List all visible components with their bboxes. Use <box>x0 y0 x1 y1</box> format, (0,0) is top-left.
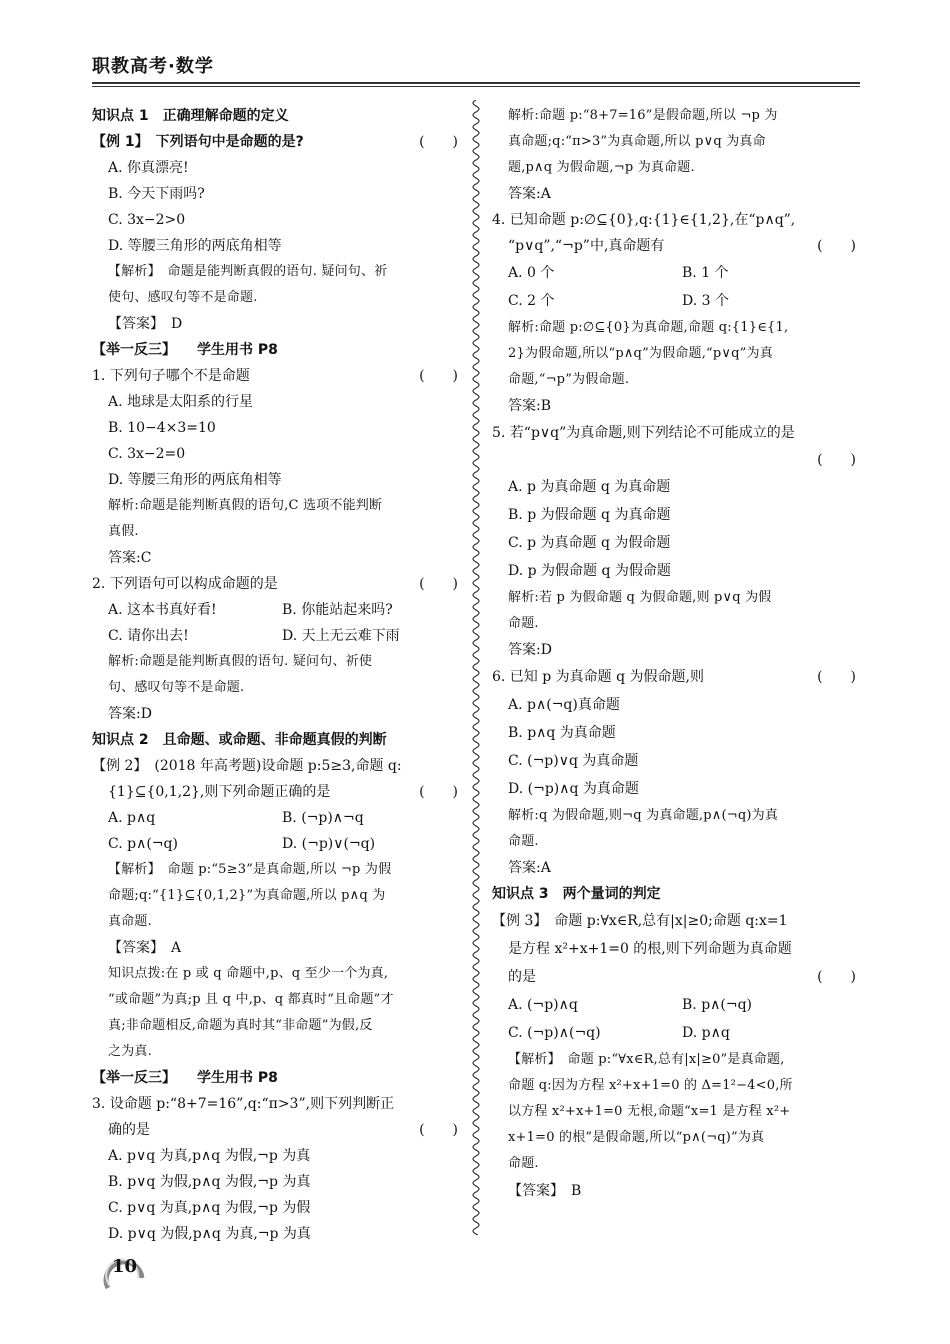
header-rule-thin <box>92 86 860 87</box>
option: B. p∨q 为假,p∧q 为假,¬p 为真 <box>108 1174 311 1190</box>
section-heading: 知识点 1 正确理解命题的定义 <box>92 108 289 124</box>
option: C. (¬p)∨q 为真命题 <box>508 753 639 769</box>
analysis-text: 解析:q 为假命题,则¬q 为真命题,p∧(¬q)为真 <box>508 808 779 823</box>
analysis-text: 命题 q:因为方程 x²+x+1=0 的 Δ=1²−4<0,所 <box>508 1078 793 1093</box>
option: C. (¬p)∧(¬q) <box>508 1025 601 1041</box>
tip-text: 真;非命题相反,命题为真时其“非命题”为假,反 <box>108 1018 373 1033</box>
answer-bracket: ( ) <box>817 969 856 985</box>
option: D. p 为假命题 q 为假命题 <box>508 563 671 579</box>
option: A. 0 个 <box>508 265 555 281</box>
option: A. p 为真命题 q 为真命题 <box>508 479 671 495</box>
analysis-text: 真命题. <box>108 914 152 929</box>
answer-bracket: ( ) <box>419 576 458 592</box>
tip-text: 之为真. <box>108 1044 152 1059</box>
question-text: 确的是 <box>108 1122 150 1138</box>
option: A. p∧q <box>108 810 156 826</box>
option: C. 3x−2>0 <box>108 212 186 228</box>
analysis-text: 真命题;q:“π>3”为真命题,所以 p∨q 为真命 <box>508 134 766 149</box>
option: B. p∧q 为真命题 <box>508 725 616 741</box>
option: D. p∨q 为假,p∧q 为真,¬p 为真 <box>108 1226 311 1242</box>
answer-text: 答案:D <box>108 706 152 722</box>
analysis-text: 命题. <box>508 1156 539 1171</box>
analysis-text: 命题,“¬p”为假命题. <box>508 372 630 387</box>
option: A. 你真漂亮! <box>108 160 189 176</box>
option: C. 请你出去! <box>108 628 189 644</box>
option: D. 天上无云难下雨 <box>282 628 400 644</box>
practice-heading: 【举一反三】 学生用书 P8 <box>92 1070 278 1086</box>
analysis-text: 句、感叹句等不是命题. <box>108 680 245 695</box>
analysis-text: 解析:命题 p:“8+7=16”是假命题,所以 ¬p 为 <box>508 108 778 123</box>
option: B. 今天下雨吗? <box>108 186 205 202</box>
option: D. 等腰三角形的两底角相等 <box>108 472 282 488</box>
right-column <box>492 103 860 1205</box>
answer-text: 答案:A <box>508 860 551 876</box>
analysis-text: 命题. <box>508 616 539 631</box>
analysis-text: 【解析】 命题 p:“∀x∈R,总有|x|≥0”是真命题, <box>508 1052 785 1067</box>
analysis-text: 命题. <box>508 834 539 849</box>
tip-text: “或命题”为真;p 且 q 中,p、q 都真时“且命题”才 <box>108 992 394 1007</box>
answer-text: 答案:A <box>508 186 551 202</box>
answer-bracket: ( ) <box>419 1122 458 1138</box>
option: B. (¬p)∧¬q <box>282 810 364 826</box>
example-question: 【例 1】 下列语句中是命题的是? <box>92 134 304 150</box>
example-question: 是方程 x²+x+1=0 的根,则下列命题为真命题 <box>508 941 792 957</box>
question-text: 4. 已知命题 p:∅⊆{0},q:{1}∈{1,2},在“p∧q”, <box>492 212 796 228</box>
option: A. p∨q 为真,p∧q 为假,¬p 为真 <box>108 1148 311 1164</box>
option: D. (¬p)∧q 为真命题 <box>508 781 639 797</box>
answer-text: 【答案】 B <box>508 1183 582 1199</box>
left-column <box>92 103 462 1247</box>
question-text: 1. 下列句子哪个不是命题 <box>92 368 250 384</box>
answer-bracket: ( ) <box>817 669 856 685</box>
option: C. 3x−2=0 <box>108 446 186 462</box>
option: B. p∧(¬q) <box>682 997 753 1013</box>
answer-text: 答案:C <box>108 550 152 566</box>
option: C. p 为真命题 q 为假命题 <box>508 535 671 551</box>
answer-text: 答案:D <box>508 642 552 658</box>
column-divider <box>468 100 484 1235</box>
tip-text: 知识点拨:在 p 或 q 命题中,p、q 至少一个为真, <box>108 966 389 981</box>
answer-bracket: ( ) <box>817 238 856 254</box>
analysis-text: 使句、感叹句等不是命题. <box>108 290 258 305</box>
analysis-text: 以方程 x²+x+1=0 无根,命题“x=1 是方程 x²+ <box>508 1104 791 1119</box>
option: B. 10−4×3=10 <box>108 420 216 436</box>
analysis-text: 解析:命题是能判断真假的语句,C 选项不能判断 <box>108 498 383 513</box>
option: C. p∨q 为真,p∧q 为假,¬p 为假 <box>108 1200 311 1216</box>
question-text: 2. 下列语句可以构成命题的是 <box>92 576 278 592</box>
header-rule <box>92 82 860 84</box>
analysis-text: 题,p∧q 为假命题,¬p 为真命题. <box>508 160 695 175</box>
option: B. 1 个 <box>682 265 729 281</box>
question-text: 6. 已知 p 为真命题 q 为假命题,则 <box>492 669 704 685</box>
page-number: 10 <box>112 1256 138 1277</box>
analysis-text: 命题;q:“{1}⊆{0,1,2}”为真命题,所以 p∧q 为 <box>108 888 386 903</box>
option: D. 等腰三角形的两底角相等 <box>108 238 282 254</box>
book-title: 职教高考·数学 <box>92 56 214 77</box>
option: B. p 为假命题 q 为真命题 <box>508 507 671 523</box>
question-text: “p∨q”,“¬p”中,真命题有 <box>508 238 665 254</box>
answer-bracket: ( ) <box>419 134 458 150</box>
answer-text: 答案:B <box>508 398 552 414</box>
answer-text: 【答案】 D <box>108 316 183 332</box>
section-heading: 知识点 2 且命题、或命题、非命题真假的判断 <box>92 732 387 748</box>
example-question: {1}⊆{0,1,2},则下列命题正确的是 <box>108 784 331 800</box>
page-number-badge <box>88 1248 146 1292</box>
option: A. p∧(¬q)真命题 <box>508 697 620 713</box>
answer-bracket: ( ) <box>817 452 856 468</box>
section-heading: 知识点 3 两个量词的判定 <box>492 886 661 902</box>
page-header <box>92 52 860 90</box>
example-question: 的是 <box>508 969 536 985</box>
option: C. p∧(¬q) <box>108 836 178 852</box>
analysis-text: 【解析】 命题 p:“5≥3”是真命题,所以 ¬p 为假 <box>108 862 392 877</box>
option: D. (¬p)∨(¬q) <box>282 836 376 852</box>
example-question: 【例 3】 命题 p:∀x∈R,总有|x|≥0;命题 q:x=1 <box>492 913 788 929</box>
option: A. 这本书真好看! <box>108 602 217 618</box>
answer-text: 【答案】 A <box>108 940 182 956</box>
analysis-text: 真假. <box>108 524 139 539</box>
analysis-text: 解析:命题 p:∅⊆{0}为真命题,命题 q:{1}∈{1, <box>508 320 789 335</box>
answer-bracket: ( ) <box>419 368 458 384</box>
example-question: 【例 2】 (2018 年高考题)设命题 p:5≥3,命题 q: <box>92 758 402 774</box>
option: A. (¬p)∧q <box>508 997 578 1013</box>
analysis-text: 解析:命题是能判断真假的语句. 疑问句、祈使 <box>108 654 373 669</box>
option: A. 地球是太阳系的行星 <box>108 394 254 410</box>
option: D. p∧q <box>682 1025 730 1041</box>
analysis-text: x+1=0 的根”是假命题,所以“p∧(¬q)”为真 <box>508 1130 765 1145</box>
analysis-text: 解析:若 p 为假命题 q 为假命题,则 p∨q 为假 <box>508 590 772 605</box>
question-text: 5. 若“p∨q”为真命题,则下列结论不可能成立的是 <box>492 425 795 441</box>
answer-bracket: ( ) <box>419 784 458 800</box>
practice-heading: 【举一反三】 学生用书 P8 <box>92 342 278 358</box>
analysis-text: 【解析】 命题是能判断真假的语句. 疑问句、祈 <box>108 264 388 279</box>
option: D. 3 个 <box>682 293 729 309</box>
question-text: 3. 设命题 p:“8+7=16”,q:“π>3”,则下列判断正 <box>92 1096 395 1112</box>
option: B. 你能站起来吗? <box>282 602 393 618</box>
analysis-text: 2}为假命题,所以“p∧q”为假命题,“p∨q”为真 <box>508 346 773 361</box>
option: C. 2 个 <box>508 293 555 309</box>
